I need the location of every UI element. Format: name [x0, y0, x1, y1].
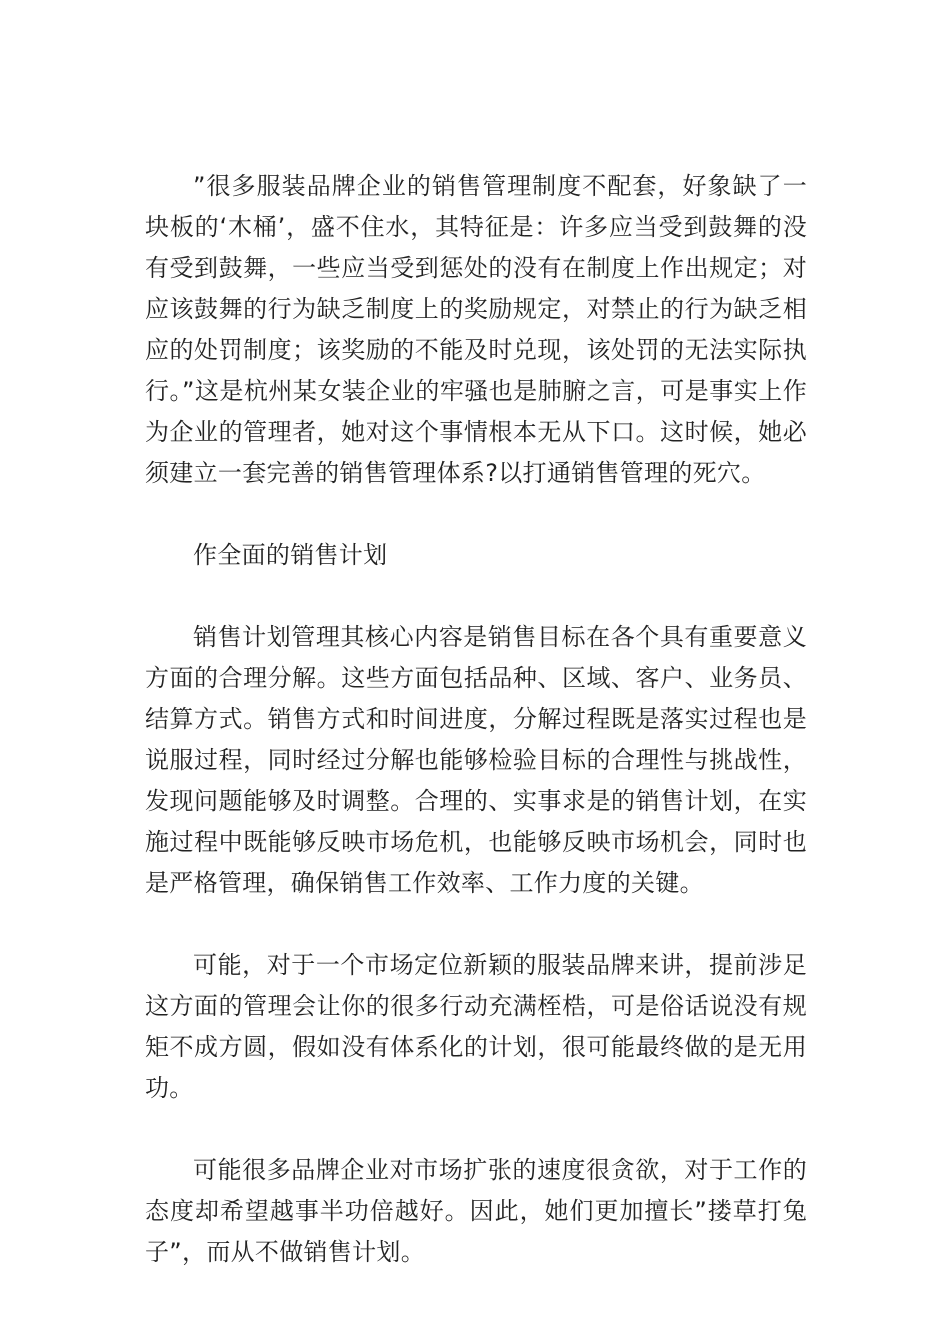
document-body	[145, 166, 807, 1314]
section-heading: 作全面的销售计划	[193, 541, 388, 569]
paragraph-possibility: 可能，对于一个市场定位新颖的服装品牌来讲，提前涉足这方面的管理会让你的很多行动充满桎梏，可是俗话说没有规矩不成方圆，假如没有体系化的计划，很可能最终做的是无用功。	[145, 951, 807, 1102]
paragraph-sales-plan: 销售计划管理其核心内容是销售目标在各个具有重要意义方面的合理分解。这些方面包括品种、区域、客户、业务员、结算方式。销售方式和时间进度，分解过程既是落实过程也是说服过程，同时经过分解也能够检验目标的合理性与挑战性，发现问题能够及时调整。合理的、实事求是的销售计划，在实施过程中既能够反映市场危机，也能够反映市场机会，同时也是严格管理，确保销售工作效率、工作力度的关键。	[145, 623, 807, 897]
paragraph-conclusion: 可能很多品牌企业对市场扩张的速度很贪欲，对于工作的态度却希望越事半功倍越好。因此，她们更加擅长”搂草打兔子”，而从不做销售计划。	[145, 1156, 807, 1266]
paragraph-intro: ”很多服装品牌企业的销售管理制度不配套，好象缺了一块板的‘木桶’，盛不住水，其特征是：许多应当受到鼓舞的没有受到鼓舞，一些应当受到惩处的没有在制度上作出规定；对应该鼓舞的行为缺乏制度上的奖励规定，对禁止的行为缺乏相应的处罚制度；该奖励的不能及时兑现，该处罚的无法实际执行。”这是杭州某女装企业的牢骚也是肺腑之言，可是事实上作为企业的管理者，她对这个事情根本无从下口。这时候，她必须建立一套完善的销售管理体系?以打通销售管理的死穴。	[145, 172, 807, 487]
